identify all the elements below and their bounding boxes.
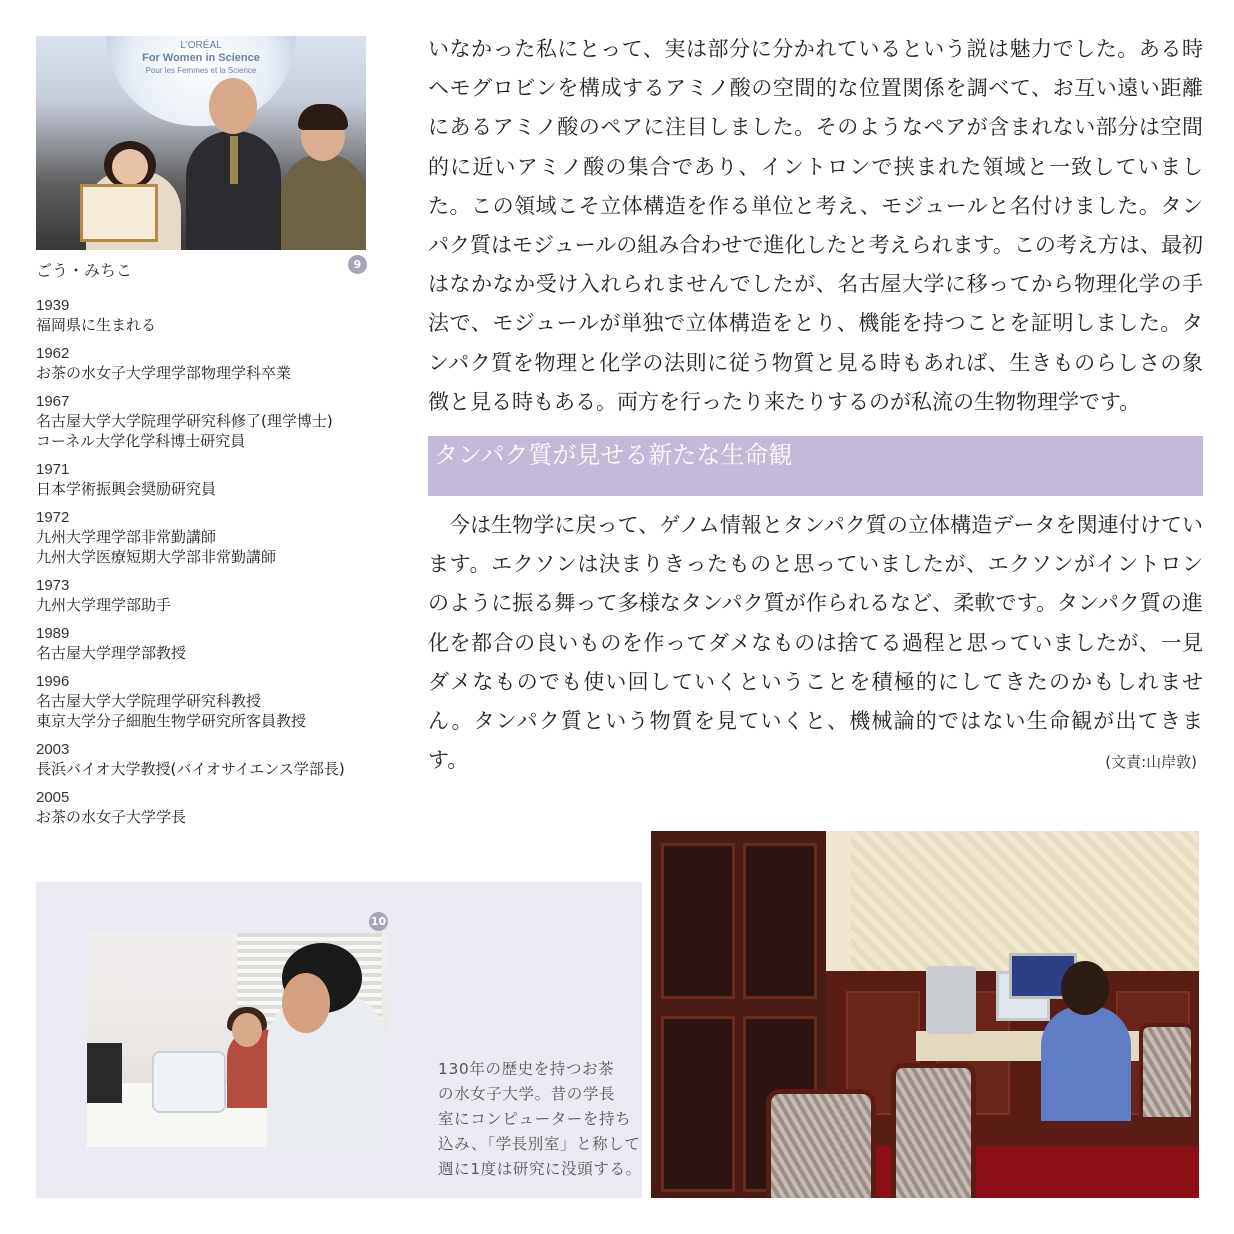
caption-line: 込み、「学長別室」と称して [438, 1135, 641, 1153]
article-body [428, 30, 1203, 780]
timeline-year: 2005 [36, 789, 70, 806]
timeline-event: 福岡県に生まれる [36, 316, 157, 334]
timeline-entry [36, 344, 396, 383]
seated-woman-hair [1061, 961, 1109, 1015]
timeline-entry [36, 392, 396, 451]
man-face [282, 973, 330, 1033]
wallpaper [851, 831, 1199, 971]
caption-line: 130年の歴史を持つお茶 [438, 1060, 615, 1078]
banner-title: For Women in Science [142, 52, 260, 64]
timeline-event: 九州大学理学部非常勤講師 [36, 528, 217, 546]
timeline-event: コーネル大学化学科博士研究員 [36, 432, 246, 450]
timeline-entry [36, 672, 396, 731]
banner-subtitle: Pour les Femmes et la Science [145, 66, 257, 75]
caption-line: の水女子大学。昔の学長 [438, 1085, 616, 1103]
timeline-year: 1972 [36, 509, 70, 526]
timeline-entry [36, 508, 396, 567]
timeline-year: 1971 [36, 461, 70, 478]
timeline-year: 1996 [36, 673, 70, 690]
timeline-year: 1989 [36, 625, 70, 642]
award-ceremony-photo [36, 36, 366, 250]
armchair [1139, 1023, 1195, 1121]
timeline-event: 東京大学分子細胞生物学研究所客員教授 [36, 712, 307, 730]
award-banner [106, 36, 296, 126]
armchair [766, 1089, 876, 1198]
right-woman-figure [281, 154, 366, 250]
timeline-entry [36, 576, 396, 615]
left-woman-face [112, 149, 148, 185]
timeline-event: 名古屋大学理学部教授 [36, 644, 187, 662]
author-credit: (文責:山岸敦) [1105, 753, 1197, 772]
caption-line: 週に1度は研究に没頭する。 [438, 1160, 642, 1178]
photo-caption-name: ごう・みちこ [36, 261, 133, 280]
timeline-entry [36, 740, 396, 779]
timeline-year: 1962 [36, 345, 70, 362]
red-carpet [826, 1146, 1199, 1198]
caption-line: 室にコンピューターを持ち [438, 1110, 632, 1128]
bookcase-glass-door [743, 843, 817, 999]
timeline-year: 2003 [36, 741, 70, 758]
award-certificate [80, 184, 158, 242]
president-office-photo [651, 831, 1199, 1198]
timeline-entry [36, 788, 396, 827]
timeline-event: 名古屋大学大学院理学研究科教授 [36, 692, 262, 710]
timeline-year: 1939 [36, 297, 70, 314]
seated-woman [1041, 1006, 1131, 1121]
section-heading: タンパク質が見せる新たな生命観 [428, 436, 1203, 496]
banner-brand: L'ORÉAL [180, 40, 222, 51]
man-tie [230, 136, 238, 184]
computer-tower [926, 966, 976, 1034]
bookcase-glass-door [661, 843, 735, 999]
photo-number-badge: 10 [369, 912, 388, 931]
timeline-event: 日本学術振興会奨励研究員 [36, 480, 217, 498]
timeline-event: 九州大学医療短期大学部非常勤講師 [36, 548, 277, 566]
article-paragraph-2: 今は生物学に戻って、ゲノム情報とタンパク質の立体構造データを関連付けています。エクソンは決まりきったものと思っていましたが、エクソンがイントロンのように振る舞って多様なタンパク質が作られるなど、柔軟です。タンパク質の進化を都合の良いものを作ってダメなものは捨てる過程と思っていましたが、一見ダメなものでも使い回していくということを積極的にしてきたのかもしれません。タンパク質という物質を見ていくと、機械論的ではない生命観が出てきます。 [428, 513, 1203, 773]
armchair [891, 1063, 976, 1198]
timeline-year: 1973 [36, 577, 70, 594]
timeline-event: 名古屋大学大学院理学研究科修了(理学博士) [36, 412, 333, 430]
timeline-event: 長浜バイオ大学教授(バイオサイエンス学部長) [36, 760, 345, 778]
lab-meeting-photo [87, 933, 387, 1147]
lab-photo-caption [438, 1057, 642, 1182]
computer-monitor [152, 1051, 226, 1113]
article-paragraph-1: いなかった私にとって、実は部分に分かれているという説は魅力でした。ある時ヘモグロビンを構成するアミノ酸の空間的な位置関係を調べて、お互い遠い距離にあるアミノ酸のペアに注目しました。そのようなペアが含まれない部分は空間的に近いアミノ酸の集合であり、イントロンで挟まれた領域と一致していました。この領域こそ立体構造を作る単位と考え、モジュールと名付けました。タンパク質はモジュールの組み合わせで進化したと考えられます。この考え方は、最初はなかなか受け入れられませんでしたが、名古屋大学に移ってから物理化学の手法で、モジュールが単独で立体構造をとり、機能を持つことを証明しました。タンパク質を物理と化学の法則に従う物質と見る時もあれば、生きものらしさの象徴と見る時もある。両方を行ったり来たりするのが私流の生物物理学です。 [428, 37, 1203, 414]
timeline-event: お茶の水女子大学理学部物理学科卒業 [36, 364, 292, 382]
timeline-entry [36, 624, 396, 663]
career-timeline [36, 296, 396, 836]
right-woman-hair [298, 104, 348, 130]
left-person-silhouette [87, 1043, 122, 1103]
photo-number-badge: 9 [348, 255, 367, 274]
bookcase-lower-door [661, 1016, 735, 1192]
man-face [209, 78, 257, 134]
timeline-event: 九州大学理学部助手 [36, 596, 172, 614]
timeline-entry [36, 296, 396, 335]
timeline-event: お茶の水女子大学学長 [36, 808, 187, 826]
timeline-entry [36, 460, 396, 499]
timeline-year: 1967 [36, 393, 70, 410]
woman-face [232, 1013, 262, 1047]
